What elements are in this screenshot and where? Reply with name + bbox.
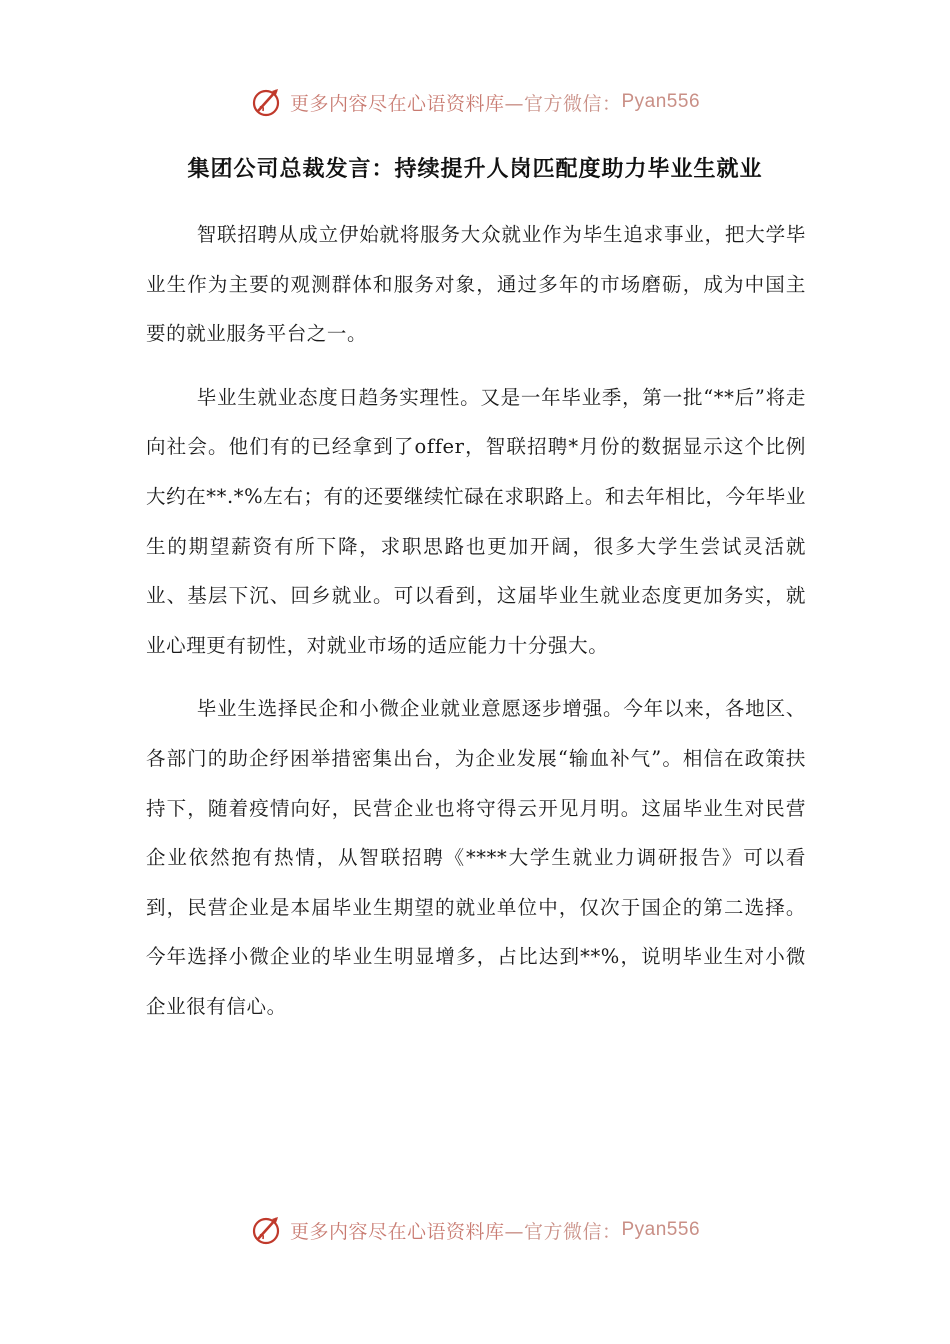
paragraph-1: 智联招聘从成立伊始就将服务大众就业作为毕生追求事业，把大学毕业生作为主要的观测群体和服务对象，通过多年的市场磨砺，成为中国主要的就业服务平台之一。 xyxy=(146,223,806,346)
watermark-brand: 更多内容尽在心语资料库 xyxy=(289,92,505,115)
document-title: 集团公司总裁发言：持续提升人岗匹配度助力毕业生就业 xyxy=(187,157,763,182)
watermark-contact: —官方微信： xyxy=(504,92,622,115)
watermark-brand: 更多内容尽在心语资料库 xyxy=(289,1220,505,1243)
watermark-id: Pyan556 xyxy=(621,1219,701,1240)
paragraph-3: 毕业生选择民企和小微企业就业意愿逐步增强。今年以来，各地区、各部门的助企纾困举措密集出台，为企业发展“输血补气”。相信在政策扶持下，随着疫情向好，民营企业也将守得云开见月明。这届毕业生对民营企业依然抱有热情，从智联招聘《****大学生就业力调研报告》可以看到，民营企业是本届毕业生期望的就业单位中，仅次于国企的第二选择。今年选择小微企业的毕业生明显增多，占比达到**%，说明毕业生对小微企业很有信心。 xyxy=(146,697,806,1018)
footer-watermark xyxy=(0,1210,950,1250)
pen-circle-icon xyxy=(250,1213,284,1247)
document-body xyxy=(146,210,806,1046)
watermark-id: Pyan556 xyxy=(621,91,701,112)
pen-circle-icon xyxy=(250,85,284,119)
paragraph-2: 毕业生就业态度日趋务实理性。又是一年毕业季，第一批“**后”将走向社会。他们有的已经拿到了offer，智联招聘*月份的数据显示这个比例大约在**.*%左右；有的还要继续忙碌在求职路上。和去年相比，今年毕业生的期望薪资有所下降，求职思路也更加开阔，很多大学生尝试灵活就业、基层下沉、回乡就业。可以看到，这届毕业生就业态度更加务实，就业心理更有韧性，对就业市场的适应能力十分强大。 xyxy=(146,385,806,657)
header-watermark xyxy=(0,82,950,122)
watermark-contact: —官方微信： xyxy=(504,1220,622,1243)
